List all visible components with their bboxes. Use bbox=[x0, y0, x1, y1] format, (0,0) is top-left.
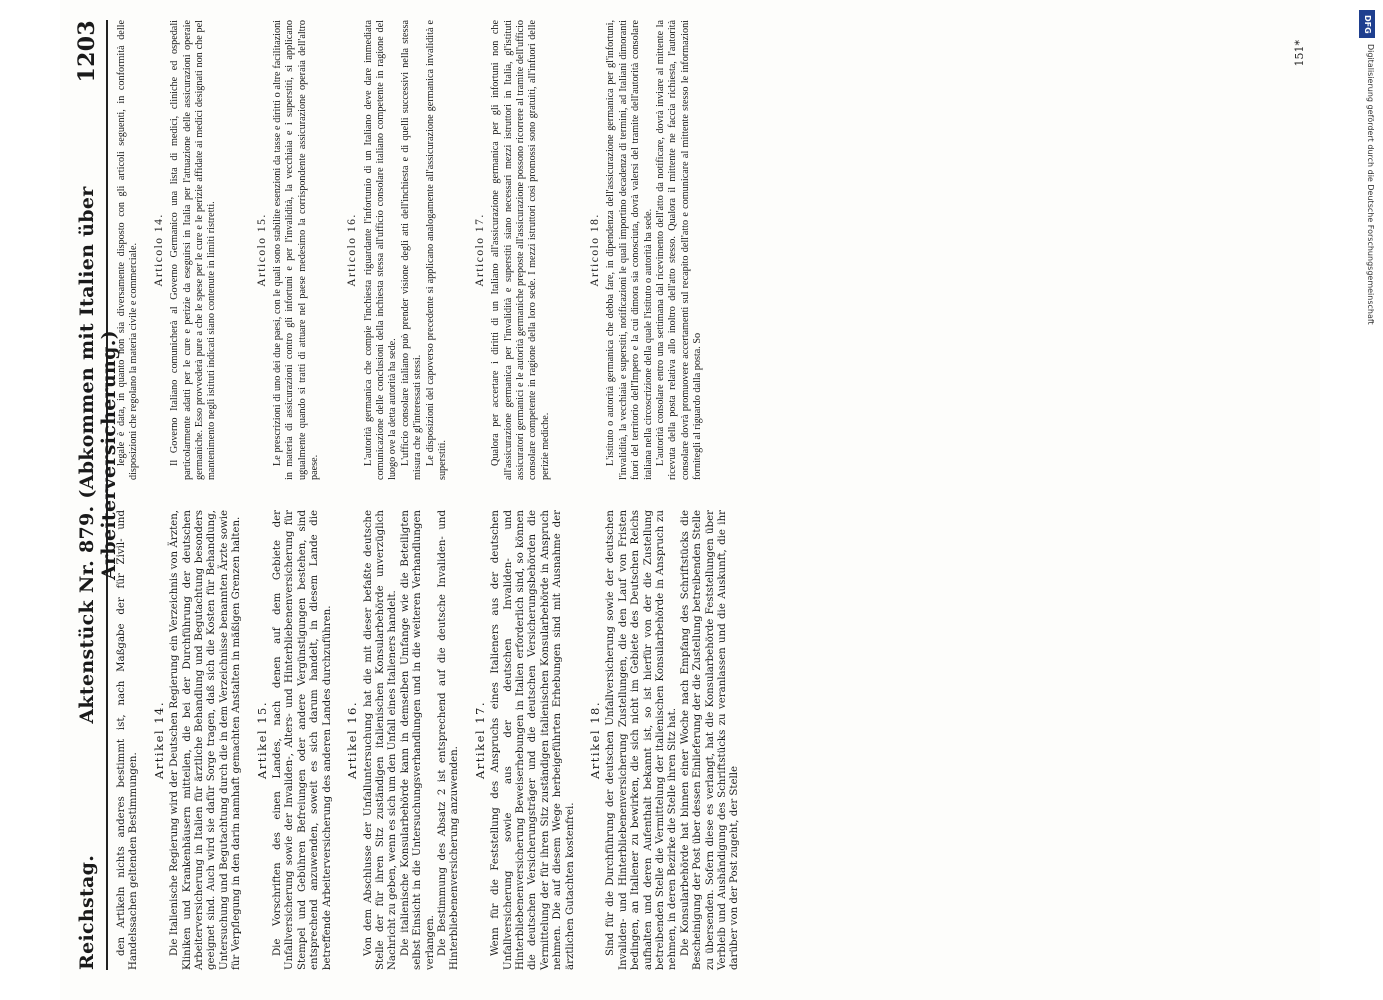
it-paragraph: Le disposizioni del capoverso precedente si applicano analogamente all'assicurazione germanica invalidità e superstiti. bbox=[424, 20, 448, 480]
it-paragraph: L'autorità consolare entro una settimana dal ricevimento dell'atto da notificare, dovrà inviare al mittente la ricevuta della posta relativa allo inoltro dell'atto stesso. Qualora il mittente ne faccia richiesta, l'autorità consolare dovrà promuovere accertamenti sul recapito dell'atto e comunicare al mittente stesso le informazioni fornitegli al riguardo dalla posta. So bbox=[655, 20, 704, 480]
digitization-credit: Digitalisierung gefördert durch die Deutsche Forschungsgemeinschaft bbox=[1366, 44, 1375, 325]
dfg-logo: DFG bbox=[1359, 10, 1375, 38]
signature-marker: 151* bbox=[1293, 40, 1306, 67]
page-number: 1203 bbox=[74, 20, 100, 83]
it-paragraph: L'istituto o autorità germanica che debba fare, in dipendenza dell'assicurazione germanica per gl'infortuni, l'invalidità, la vecchiaia e superstiti, notificazioni le quali importino decadenza di termini, ad Italiani dimoranti fuori del territorio dell'Impero e la cui dimora sia conosciuta, dovrà valersi del tramite dell'autorità consolare italiana nella circoscrizione della quale l'istituto o autorità ha sede. bbox=[605, 20, 654, 480]
row-article-17 bbox=[468, 20, 577, 970]
text-body bbox=[116, 20, 1280, 970]
de-paragraph: Die Vorschriften des einen Landes, nach denen auf dem Gebiete der Unfallversicherung sowie der Invaliden-, Alters- und Hinterbliebenenversicherung für Stempel und Gebühren Befreiungen oder andere Vergünstigungen bestehen, sind entsprechend anzuwenden, soweit es sich darum handelt, in diesem Lande die betreffende Arbeiterversicherung des anderen Landes durchzuführen. bbox=[272, 510, 333, 970]
it-paragraph: L'ufficio consolare italiano può prender visione degli atti dell'inchiesta e di quelli successivi nella stessa misura che gl'interessati stessi. bbox=[399, 20, 424, 480]
de-paragraph: Sind für die Durchführung der deutschen Unfallversicherung sowie der deutschen Invaliden- und Hinterbliebenenversicherung Zustellungen, die den Lauf von Fristen bedingen, an Italiener zu bewirken, die sich nicht im Gebiete des Deutschen Reichs aufhalten und deren Aufenthalt bekannt ist, so ist hierfür von der die Zustellung betreibenden Stelle die Vermittelung der italienischen Konsularbehörde in Anspruch zu nehmen, in deren Bezirke die Stelle ihren Sitz hat. bbox=[605, 510, 679, 970]
row-intro bbox=[116, 20, 141, 970]
de-paragraph: Von dem Abschlusse der Unfalluntersuchung hat die mit dieser befaßte deutsche Stelle der für ihren Sitz zuständigen italienischen Konsularbehörde unverzüglich Nachricht zu geben, wenn es sich um den Unfall eines Italieners handelt. bbox=[362, 510, 399, 970]
it-article-title: Articolo 18. bbox=[589, 213, 601, 287]
de-article-title: Artikel 18. bbox=[588, 701, 602, 779]
it-paragraph: L'autorità germanica che compie l'inchiesta riguardante l'infortunio di un Italiano deve dare immediata comunicazione delle conclusioni della inchiesta stessa all'ufficio consolare italiano competente in ragione del luogo ove la detta autorità ha sede. bbox=[362, 20, 399, 480]
row-article-15 bbox=[250, 20, 334, 970]
it-paragraph: legale è data, in quanto non sia diversamente disposto con gli articoli seguenti, in conformità delle disposizioni che regolano la materia civile e commerciale. bbox=[116, 20, 140, 480]
de-paragraph: den Artikeln nichts anderes bestimmt ist, nach Maßgabe der für Zivil- und Handelssachen geltenden Bestimmungen. bbox=[116, 510, 140, 970]
de-article-title: Artikel 17. bbox=[472, 701, 487, 779]
de-paragraph: Die italienische Konsularbehörde kann in demselben Umfange wie die Beteiligten selbst Einsicht in die Untersuchungsverhandlungen und in die weiteren Verhandlungen verlangen. bbox=[399, 510, 436, 970]
it-article-title: Articolo 16. bbox=[346, 213, 359, 287]
de-paragraph: Die Konsularbehörde hat binnen einer Woche nach Empfang des Schriftstücks die Bescheinigung der Post über dessen Einlieferung der die Zustellung betreibenden Stelle zu übersenden. Sofern diese es verlangt, hat die Konsularbehörde Feststellungen über Verbleib und Aushändigung des Schriftstücks zu veranlassen und die Auskunft, die ihr darüber von der Post zugeht, der Stelle bbox=[679, 510, 741, 970]
de-paragraph: Die Italienische Regierung wird der Deutschen Regierung ein Verzeichnis von Ärzten, Kliniken und Krankenhäusern mitteilen, die bei der Durchführung der deutschen Arbeiterversicherung in Italien für ärztliche Behandlung und Begutachtung besonders geeignet sind. Auch wird sie dafür Sorge tragen, daß sich die Kosten für Behandlung, Untersuchung und Begutachtung durch die in dem Verzeichnisse benannten Ärzte sowie für Verpflegung in den darin namhaft gemachten Anstalten in mäßigen Grenzen halten. bbox=[169, 510, 243, 970]
it-article-title: Articolo 17. bbox=[473, 213, 486, 287]
document-page bbox=[60, 0, 1320, 1000]
page-header bbox=[70, 20, 120, 970]
row-article-18 bbox=[583, 20, 742, 970]
it-paragraph: Il Governo Italiano comunicherà al Governo Germanico una lista di medici, cliniche ed ospedali particolarmente adatti per le cure e perizie da eseguirsi in Italia per l'attuazione delle assicurazioni operaie germaniche. Esso provvederà pure a che le spese per le cure e le perizie affidate ai medici designati non che pel mantenimento negli istituti indicati siano contenute in limiti ristretti. bbox=[169, 20, 218, 480]
row-article-16 bbox=[340, 20, 462, 970]
de-paragraph: Die Bestimmung des Absatz 2 ist entsprechend auf die deutsche Invaliden- und Hinterbliebenenversicherung anzuwenden. bbox=[436, 510, 461, 970]
header-title: Aktenstück Nr. 879. (Abkommen mit Italien über Arbeiterversicherung.) bbox=[76, 186, 120, 724]
de-article-title: Artikel 16. bbox=[345, 701, 360, 779]
de-paragraph: Wenn für die Feststellung des Anspruchs eines Italieners aus der deutschen Unfallversicherung sowie aus der deutschen Invaliden- und Hinterbliebenenversicherung Beweiserhebungen in Italien erforderlich sind, so können die deutschen Versicherungsträger und die deutschen Versicherungsbehörden die Vermittelung der für ihren Sitz zuständigen italienischen Konsularbehörde in Anspruch nehmen. Die auf diesem Wege herbeigeführten Erhebungen sind mit Ausnahme der ärztlichen Gutachten kostenfrei. bbox=[490, 510, 576, 970]
it-paragraph: Qualora per accertare i diritti di un Italiano all'assicurazione germanica per gli infortuni non che all'assicurazione germanica per l'invalidità e superstiti siano necessari mezzi istruttori in Italia, gl'istituti assicuratori germanici e le autorità germaniche preposte all'assicurazione possono ricorrere al tramite dell'ufficio consolare competente in ragione della loro sede. I mezzi istruttori così promossi sono gratuiti, all'infuori delle perizie mediche. bbox=[490, 20, 551, 480]
it-article-title: Articolo 15. bbox=[255, 213, 268, 287]
de-article-title: Artikel 15. bbox=[254, 701, 269, 779]
row-article-14 bbox=[147, 20, 244, 970]
header-left: Reichstag. bbox=[76, 854, 98, 970]
digitization-sidebar bbox=[1355, 10, 1379, 990]
it-paragraph: Le prescrizioni di uno dei due paesi, con le quali sono stabilite esenzioni da tasse e diritti o altre facilitazioni in materia di assicurazioni contro gli infortuni e per l'invalidità, la vecchiaia e i superstiti, si applicano ugualmente quando si tratti di attuare nel paese medesimo la corrispondente assicurazione operaia dell'altro paese. bbox=[272, 20, 321, 480]
de-article-title: Artikel 14. bbox=[151, 701, 166, 779]
it-article-title: Articolo 14. bbox=[152, 213, 165, 287]
